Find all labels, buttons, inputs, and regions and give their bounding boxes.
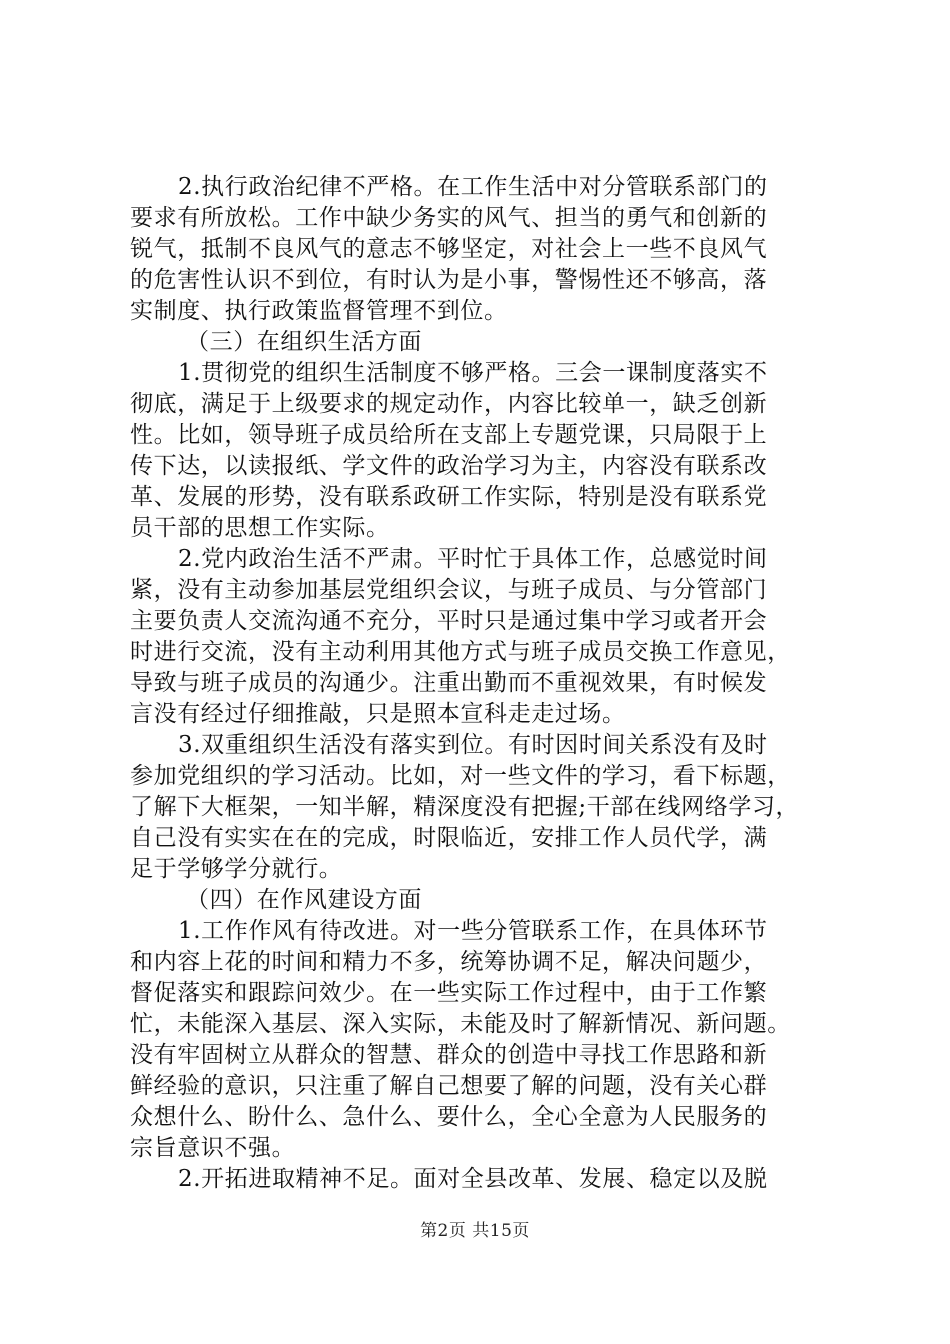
text-line: 实制度、执行政策监督管理不到位。 [130,298,508,324]
text-line: 的危害性认识不到位，有时认为是小事，警惕性还不够高，落 [130,267,768,293]
text-line: 忙，未能深入基层、深入实际，未能及时了解新情况、新问题。 [130,1011,791,1037]
text-line: 参加党组织的学习活动。比如，对一些文件的学习，看下标题， [130,763,791,789]
text-line: 革、发展的形势，没有联系政研工作实际，特别是没有联系党 [130,484,768,510]
text-line: 没有牢固树立从群众的智慧、群众的创造中寻找工作思路和新 [130,1042,768,1068]
text-line: 自己没有实实在在的完成，时限临近，安排工作人员代学，满 [130,825,768,851]
text-line: 宗旨意识不强。 [130,1135,296,1161]
paragraph-start-line: 2.开拓进取精神不足。面对全县改革、发展、稳定以及脱 [178,1166,768,1192]
text-line: 员干部的思想工作实际。 [130,515,390,541]
text-line: 足于学够学分就行。 [130,856,343,882]
page-footer: 第2页 共15页 [420,1221,530,1241]
text-line: 督促落实和跟踪问效少。在一些实际工作过程中，由于工作繁 [130,980,768,1006]
paragraph-start-line: 3.双重组织生活没有落实到位。有时因时间关系没有及时 [178,732,768,758]
text-line: 了解下大框架，一知半解，精深度没有把握;干部在线网络学习， [130,794,800,820]
text-line: 主要负责人交流沟通不充分，平时只是通过集中学习或者开会 [130,608,768,634]
text-line: 性。比如，领导班子成员给所在支部上专题党课，只局限于上 [130,422,768,448]
text-line: 和内容上花的时间和精力不多，统筹协调不足，解决问题少， [130,949,768,975]
paragraph-start-line: 1.工作作风有待改进。对一些分管联系工作，在具体环节 [178,918,768,944]
document-body [130,172,846,1195]
text-line: 锐气，抵制不良风气的意志不够坚定，对社会上一些不良风气 [130,236,768,262]
text-line: 众想什么、盼什么、急什么、要什么，全心全意为人民服务的 [130,1104,768,1130]
text-line: 传下达，以读报纸、学文件的政治学习为主，内容没有联系改 [130,453,768,479]
text-line: 彻底，满足于上级要求的规定动作，内容比较单一，缺乏创新 [130,391,768,417]
text-line: 紧，没有主动参加基层党组织会议，与班子成员、与分管部门 [130,577,768,603]
text-line: 言没有经过仔细推敲，只是照本宣科走走过场。 [130,701,626,727]
text-line: 时进行交流，没有主动利用其他方式与班子成员交换工作意见， [130,639,791,665]
paragraph-start-line: 2.执行政治纪律不严格。在工作生活中对分管联系部门的 [178,174,768,200]
paragraph-start-line: 2.党内政治生活不严肃。平时忙于具体工作，总感觉时间 [178,546,768,572]
text-line: 鲜经验的意识，只注重了解自己想要了解的问题，没有关心群 [130,1073,768,1099]
text-line: 导致与班子成员的沟通少。注重出勤而不重视效果，有时候发 [130,670,768,696]
paragraph-start-line: 1.贯彻党的组织生活制度不够严格。三会一课制度落实不 [178,360,768,386]
section-heading: （四）在作风建设方面 [186,887,422,913]
text-line: 要求有所放松。工作中缺少务实的风气、担当的勇气和创新的 [130,205,768,231]
section-heading: （三）在组织生活方面 [186,329,422,355]
